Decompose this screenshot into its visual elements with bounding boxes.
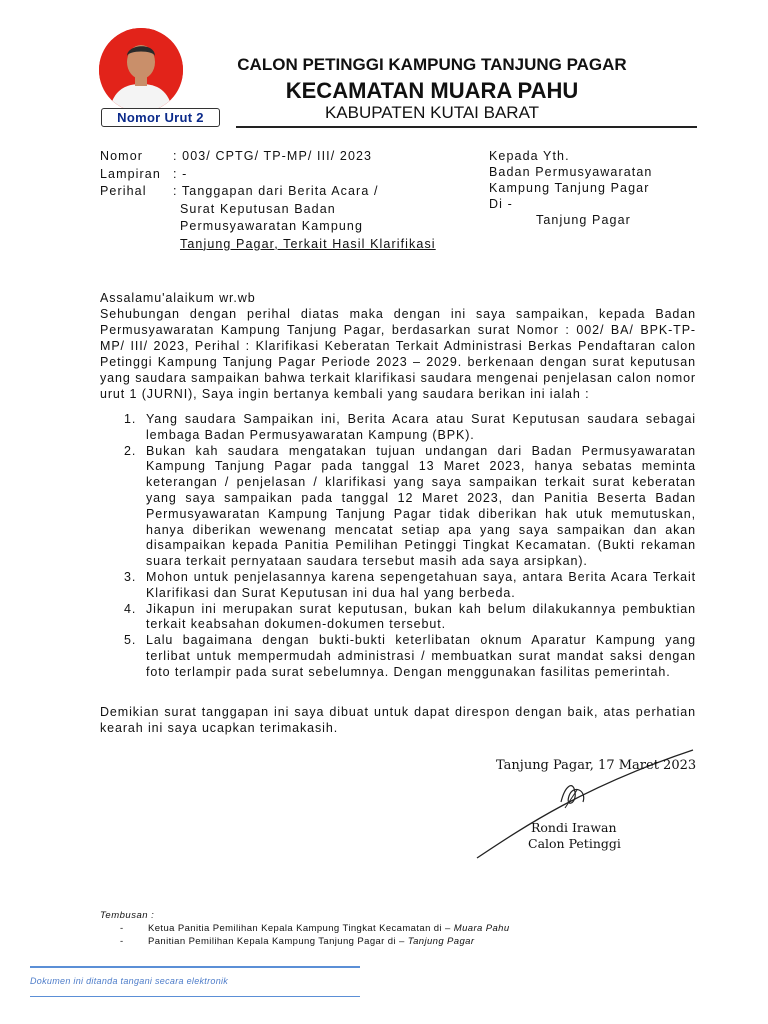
footer-rule-bottom: [30, 996, 360, 997]
list-item: [100, 602, 696, 634]
list-number: 4.: [124, 601, 137, 616]
signatory-name: Rondi Irawan: [531, 820, 617, 835]
letterhead-line-2: KECAMATAN MUARA PAHU: [285, 78, 579, 103]
perihal-label: Perihal: [100, 184, 147, 198]
cc-bullet: -: [120, 936, 124, 947]
perihal-value: : Tanggapan dari Berita Acara /: [173, 184, 379, 198]
list-number: 3.: [124, 569, 137, 584]
cc-item: [120, 935, 510, 948]
address-line-4: Di -: [489, 197, 513, 211]
candidate-photo-block: [97, 28, 222, 128]
perihal-line-2: Surat Keputusan Badan: [180, 201, 336, 216]
address-line-5: Tanjung Pagar: [536, 213, 631, 227]
letter-body: [100, 290, 696, 402]
letterhead-divider: [236, 126, 697, 128]
nomor-label: Nomor: [100, 149, 144, 163]
cc-item-place: Tanjung Pagar: [407, 936, 475, 947]
lampiran-value: : -: [173, 166, 188, 181]
letterhead-line-3: KABUPATEN KUTAI BARAT: [324, 103, 540, 122]
person-icon: [99, 28, 183, 112]
signatory-title: Calon Petinggi: [528, 836, 621, 851]
list-number: 5.: [124, 633, 137, 648]
lampiran-row: [100, 166, 473, 184]
perihal-line-3: Permusyawaratan Kampung: [180, 219, 364, 233]
candidate-photo: [99, 28, 183, 112]
question-list: [100, 412, 696, 681]
cc-bullet: -: [120, 923, 124, 934]
list-text: Mohon untuk penjelasannya karena sepengetahuan saya, antara Berita Acara Terkait Klarifikasi dan Surat Keputusan ini dua hal yang berbeda.: [146, 569, 696, 600]
list-item: [100, 412, 696, 444]
signature-date: Tanjung Pagar, 17 Maret 2023: [496, 758, 697, 773]
nomor-value: : 003/ CPTG/ TP-MP/ III/ 2023: [173, 149, 373, 163]
cc-item-text: Panitian Pemilihan Kepala Kampung Tanjung Pagar di – Tanjung Pagar: [148, 936, 475, 947]
list-number: 2.: [124, 443, 137, 458]
list-text: Bukan kah saudara mengatakan tujuan undangan dari Badan Permusyawaratan Kampung Tanjung Pagar pada tanggal 13 Maret 2023, hanya sebatas meminta keterangan / penjelasan / klarifikasi yang saya sampaikan terkait surat keberatan yang saya sampaikan pada tanggal 12 Maret 2023, dan Panitia Beserta Badan Permusyawaratan Kampung Tanjung Pagar tidak diberikan hak utuk memutuskan, hanya diberikan wewenang mencatat setiap apa yang saya sampaikan dan akan disampaikan kepada Panitia Pemilihan Petinggi Tingkat Kecamatan. (Bukti rekaman suara terkait pernyataan saudara tersebut masih ada saya arsipkan).: [146, 443, 696, 569]
cc-list: [120, 922, 510, 948]
lampiran-label: Lampiran: [100, 166, 161, 181]
perihal-row: [100, 183, 473, 201]
list-item: [100, 570, 696, 602]
cc-label: Tembusan :: [100, 910, 155, 921]
list-text: Jikapun ini merupakan surat keputusan, bukan kah belum dilakukannya pembuktian terkait keabsahan dokumen-dokumen tersebut.: [146, 601, 696, 632]
candidate-number-badge: Nomor Urut 2: [101, 108, 220, 127]
footer-note: Dokumen ini ditanda tangani secara elektronik: [30, 976, 229, 986]
list-item: [100, 444, 696, 570]
body-paragraph: Sehubungan dengan perihal diatas maka dengan ini saya sampaikan, kepada Badan Permusyawaratan Kampung Tanjung Pagar, berdasarkan surat Nomor : 002/ BA/ BPK-TP-MP/ III/ 2023, Perihal : Klarifikasi Keberatan Terkait Administrasi Berkas Pendaftaran calon Petinggi Kampung Tanjung Pagar Periode 2023 – 2029. berkenaan dengan surat keputusan yang saudara sampaikan bahwa terkait klarifikasi saudara mengenai penjelasan calon nomor urut 1 (JURNI), Saya ingin bertanya kembali yang saudara berikan ini ialah :: [100, 307, 696, 401]
recipient-address: [489, 148, 652, 228]
address-line-1: Kepada Yth.: [489, 149, 570, 163]
address-line-2: Badan Permusyawaratan: [489, 165, 653, 179]
address-line-3: Kampung Tanjung Pagar: [489, 181, 650, 195]
cc-item: [120, 922, 510, 935]
greeting: Assalamu'alaikum wr.wb: [100, 291, 256, 305]
letter-meta: [100, 148, 473, 253]
nomor-row: [100, 148, 473, 166]
cc-item-place: Muara Pahu: [453, 923, 510, 934]
list-text: Yang saudara Sampaikan ini, Berita Acara atau Surat Keputusan saudara sebagai lembaga Badan Permusyawaratan Kampung (BPK).: [146, 412, 696, 442]
list-item: [100, 633, 696, 680]
perihal-line-4: Tanjung Pagar, Terkait Hasil Klarifikasi: [180, 236, 436, 251]
letterhead-line-1: CALON PETINGGI KAMPUNG TANJUNG PAGAR: [237, 55, 627, 74]
closing-paragraph: Demikian surat tanggapan ini saya dibuat untuk dapat direspon dengan baik, atas perhatian kearah ini saya ucapkan terimakasih.: [100, 705, 696, 735]
list-text: Lalu bagaimana dengan bukti-bukti keterlibatan oknum Aparatur Kampung yang terlibat untuk mempermudah administrasi / membuatkan surat mandat saksi dengan foto terlampir pada surat sebelumnya. Dengan menggunakan fasilitas pemerintah.: [146, 633, 696, 679]
footer-rule-top: [30, 966, 360, 968]
cc-item-text: Ketua Panitia Pemilihan Kepala Kampung Tingkat Kecamatan di – Muara Pahu: [148, 923, 510, 934]
list-number: 1.: [124, 412, 137, 426]
